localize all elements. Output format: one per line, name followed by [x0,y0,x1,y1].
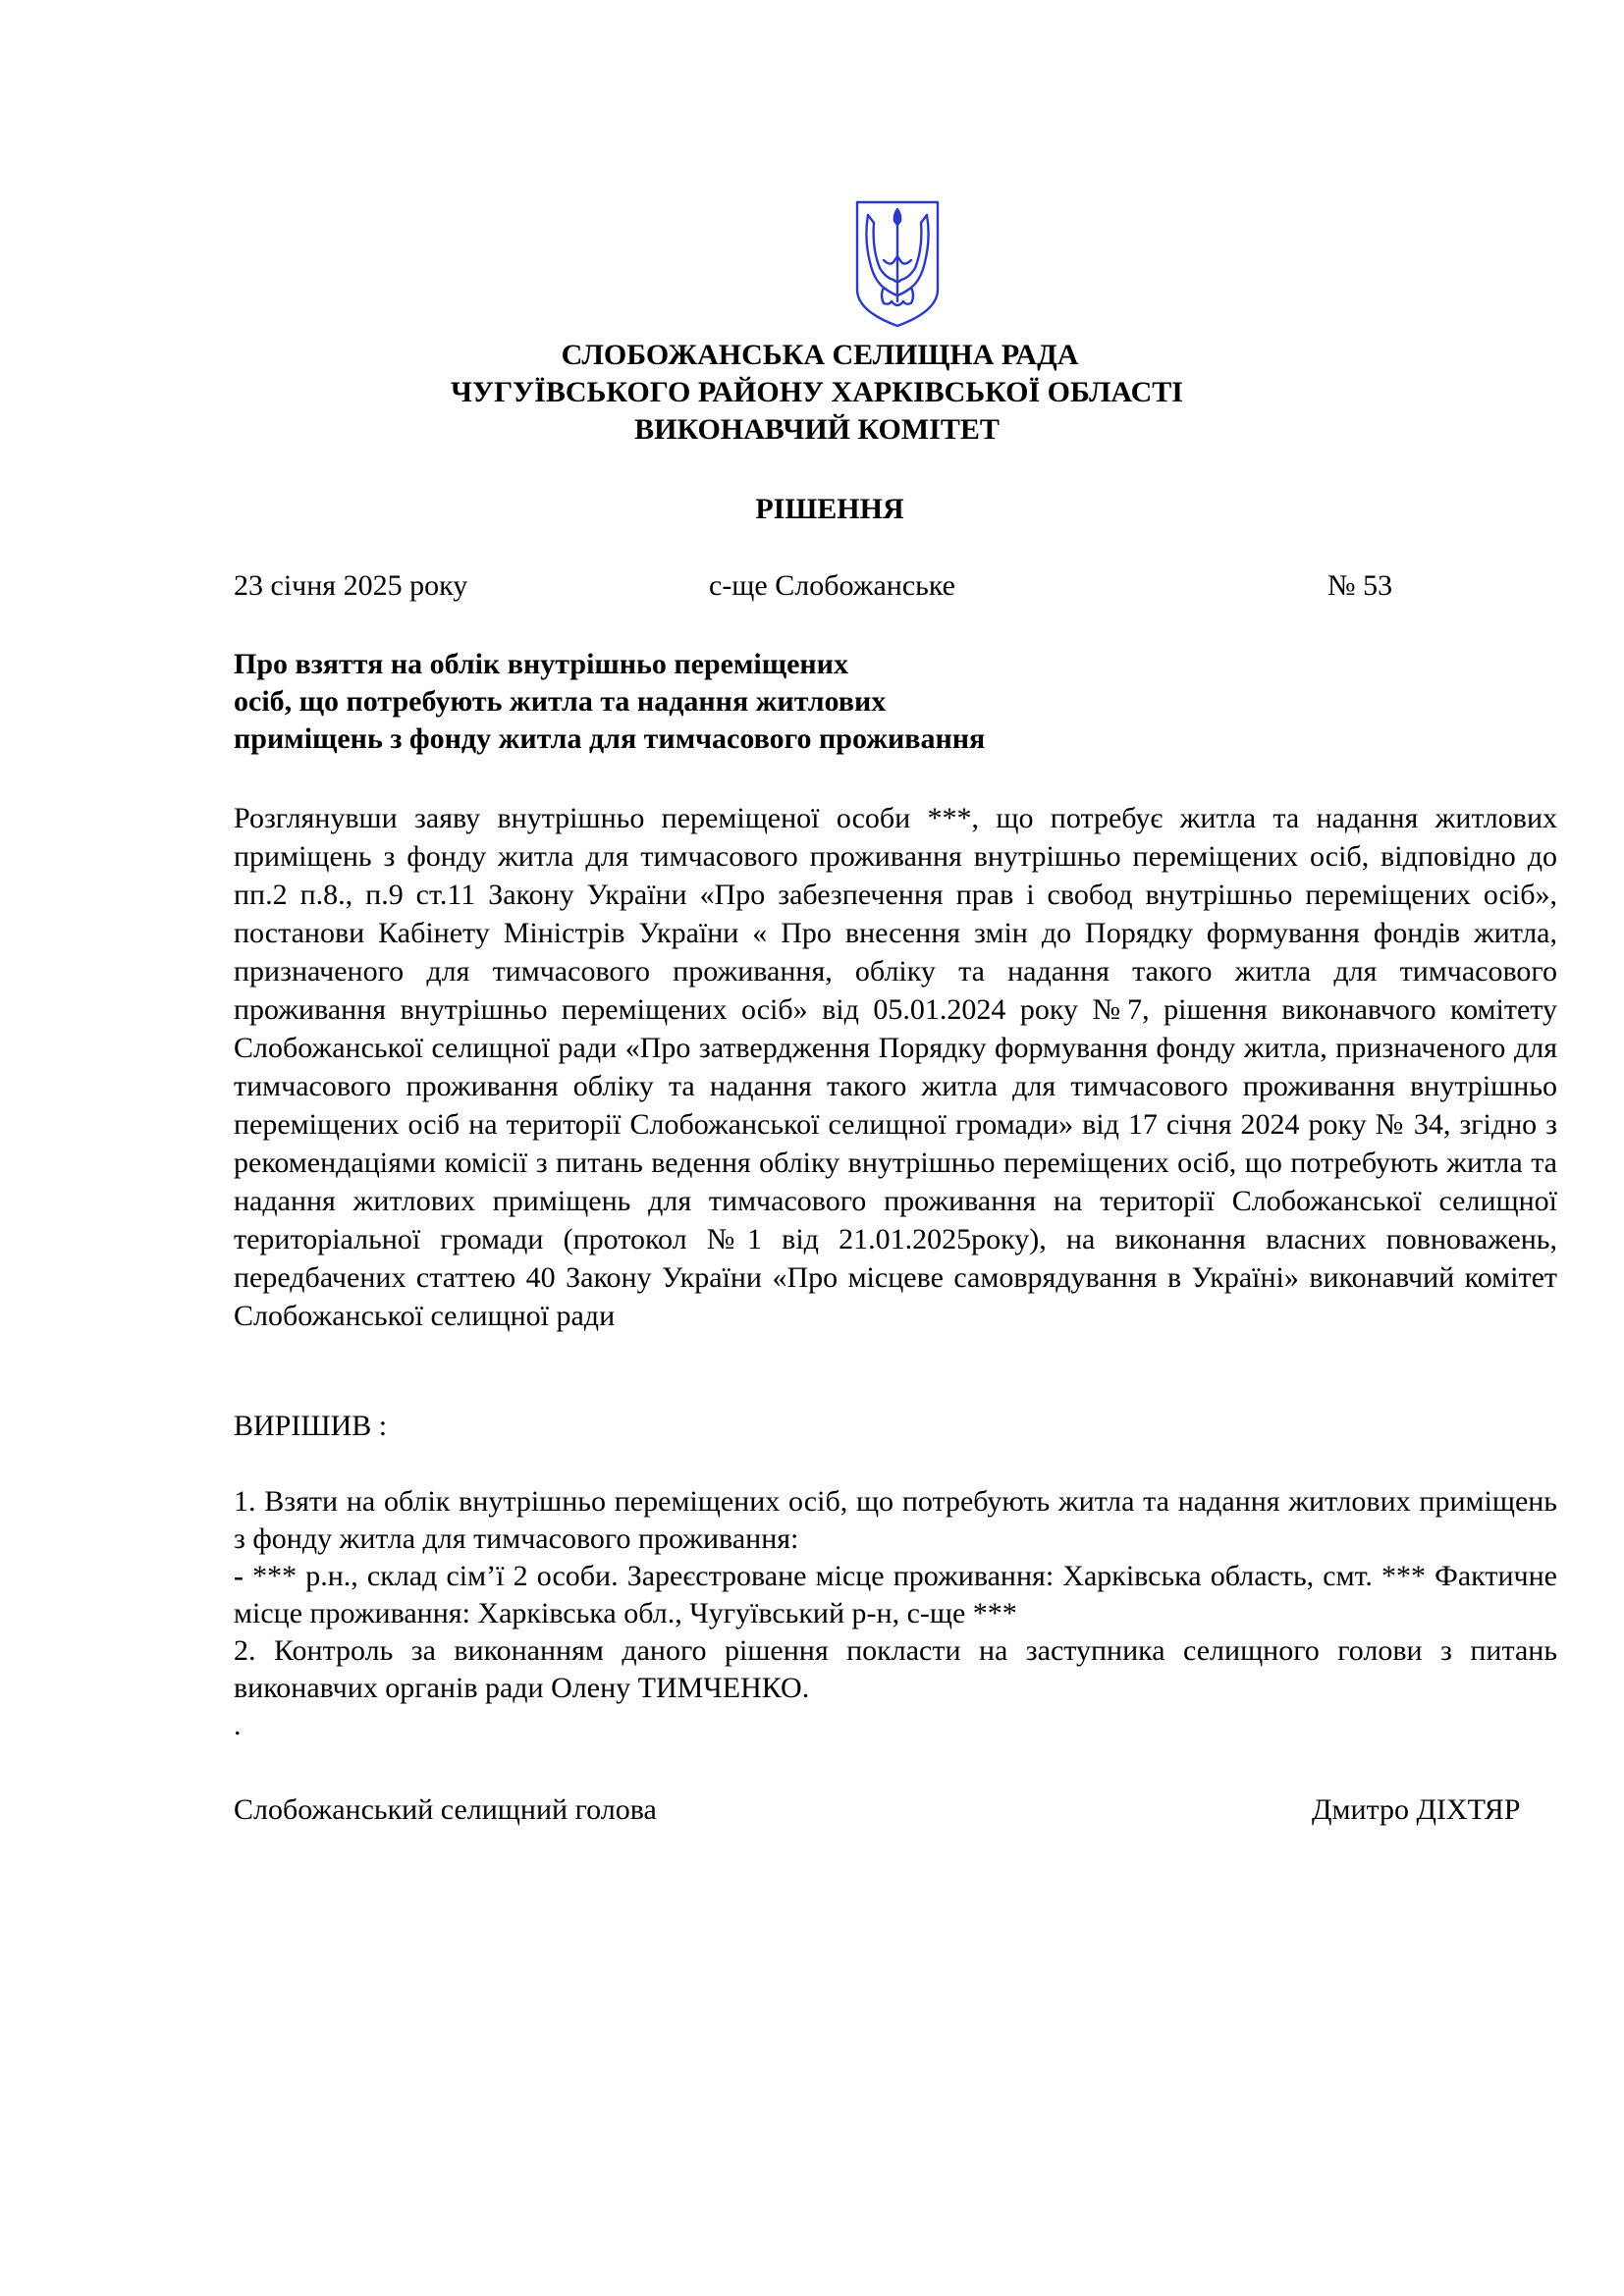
document-place: с-ще Слобожанське [709,569,955,602]
subject-line-1: Про взяття на облік внутрішньо переміщених [234,648,848,680]
person-entry [234,1558,1557,1632]
decision-subject [234,646,1117,758]
document-type-title: РІШЕННЯ [755,493,904,525]
council-name: СЛОБОЖАНСЬКА СЕЛИЩНА РАДА [561,339,1079,371]
signatory-name: Дмитро ДІХТЯР [1312,1793,1521,1826]
trailing-dot: . [234,1709,242,1741]
decision-item-1: 1. Взяти на облік внутрішньо переміщених осіб, що потребують житла та надання житлових приміщень з фонду житла для тимчасового проживання: [234,1485,1557,1555]
committee-name: ВИКОНАВЧИЙ КОМІТЕТ [634,413,1000,446]
trident-coat-of-arms-icon [854,199,941,329]
document-date: 23 січня 2025 року [234,569,468,602]
signatory-position: Слобожанський селищний голова [234,1793,657,1826]
decided-label: ВИРІШИВ : [234,1410,388,1442]
subject-line-3: приміщень з фонду житла для тимчасового проживання [234,722,986,755]
council-header [0,337,1624,449]
list-dash: - [234,1560,244,1592]
preamble-paragraph: Розглянувши заяву внутрішньо переміщеної особи ***, що потребує житла та надання житлових приміщень з фонду житла для тимчасового проживання внутрішньо переміщених осіб, відповідно до пп.2 п.8., п.9 ст.11 Закону України «Про забезпечення прав і свобод внутрішньо переміщених осіб», постанови Кабінету Міністрів України « Про внесення змін до Порядку формування фондів житла, призначеного для тимчасового проживання, обліку та надання такого житла для тимчасового проживання внутрішньо переміщених осіб» від 05.01.2024 року №7, рішення виконавчого комітету Слобожанської селищної ради «Про затвердження Порядку формування фонду житла, призначеного для тимчасового проживання обліку та надання такого житла для тимчасового проживання внутрішньо переміщених осіб на території Слобожанської селищної громади» від 17 січня 2024 року № 34, згідно з рекомендаціями комісії з питань ведення обліку внутрішньо переміщених осіб, що потребують житла та надання житлових приміщень для тимчасового проживання на території Слобожанської селищної територіальної громади (протокол №1 від 21.01.2025року), на виконання власних повноважень, передбачених статтею 40 Закону України «Про місцеве самоврядування в Україні» виконавчий комітет Слобожанської селищної ради [234,802,1557,1332]
person-details: *** р.н., склад сім’ї 2 особи. Зареєстроване місце проживання: Харківська область, смт. *** Фактичне місце проживання: Харківська обл., Чугуївський р-н, с-ще *** [234,1560,1557,1629]
decision-item-2: 2. Контроль за виконанням даного рішення покласти на заступника селищного голови з питань виконавчих органів ради Олену ТИМЧЕНКО. [234,1634,1557,1704]
decision-items [234,1483,1557,1744]
document-number: № 53 [1327,569,1393,602]
subject-line-2: осіб, що потребують житла та надання житлових [234,685,887,718]
district-name: ЧУГУЇВСЬКОГО РАЙОНУ ХАРКІВСЬКОЇ ОБЛАСТІ [451,376,1183,408]
